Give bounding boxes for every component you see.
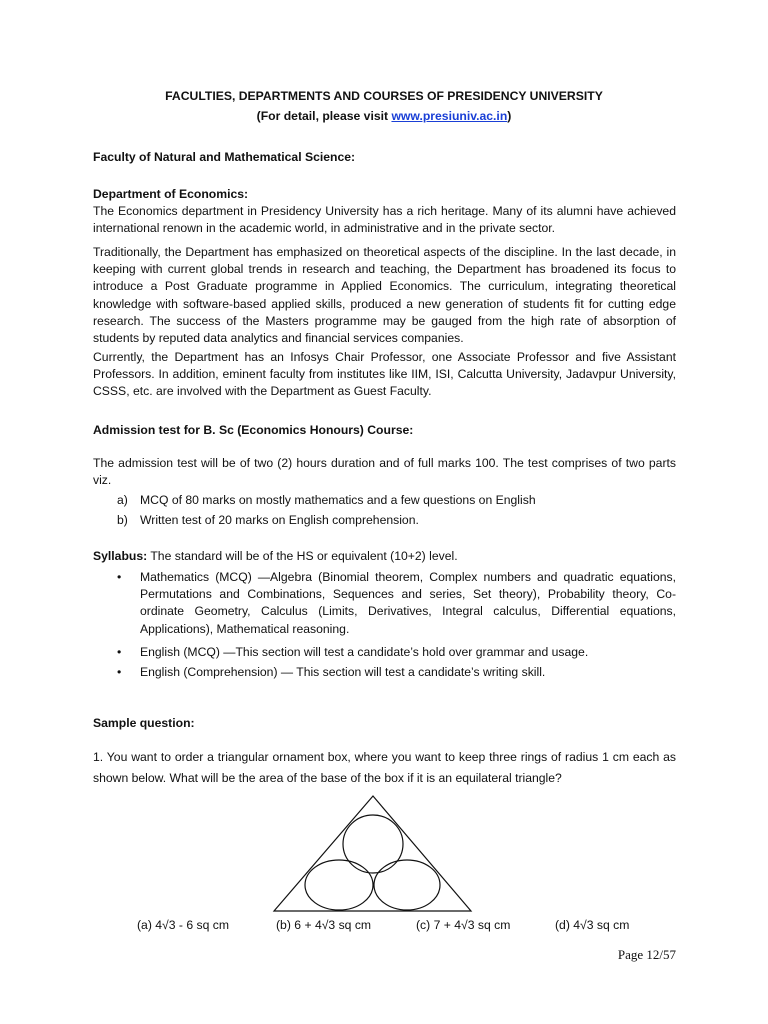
admission-intro: The admission test will be of two (2) hours duration and of full marks 100. The test comprises of two parts viz. xyxy=(93,456,676,488)
sample-question-text: 1. You want to order a triangular ornament box, where you want to keep three rings of radius 1 cm each as shown below. What will be the area of the base of the box if it is an equilateral triangle? xyxy=(93,750,676,785)
syllabus-label: Syllabus: xyxy=(93,549,148,563)
equilateral-triangle xyxy=(274,796,471,911)
admission-heading: Admission test for B. Sc (Economics Honours) Course: xyxy=(93,423,414,437)
part-b-marker: b) xyxy=(117,513,128,527)
syllabus-text: The standard will be of the HS or equivalent (10+2) level. xyxy=(147,549,458,563)
syllabus-item-english-mcq: English (MCQ) —This section will test a candidate’s hold over grammar and usage. xyxy=(140,645,589,659)
part-b-text: Written test of 20 marks on English comprehension. xyxy=(140,513,419,527)
detail-line xyxy=(0,108,768,125)
ring-top xyxy=(343,815,403,873)
triangle-rings-figure xyxy=(272,794,476,914)
bullet-3: • xyxy=(117,665,122,679)
department-heading: Department of Economics: xyxy=(93,187,249,201)
sample-heading: Sample question: xyxy=(93,716,195,730)
option-d: (d) 4√3 sq cm xyxy=(555,918,630,932)
document-title: FACULTIES, DEPARTMENTS AND COURSES OF PRESIDENCY UNIVERSITY xyxy=(165,89,603,103)
department-paragraph-1: The Economics department in Presidency University has a rich heritage. Many of its alumni have achieved international renown in the academic world, in administrative and in the private sector. xyxy=(93,204,676,236)
part-a-marker: a) xyxy=(117,493,128,507)
bullet-2: • xyxy=(117,645,122,659)
syllabus-item-english-comprehension: English (Comprehension) — This section will test a candidate’s writing skill. xyxy=(140,665,546,679)
detail-prefix: (For detail, please visit xyxy=(256,109,392,123)
page-number: Page 12/57 xyxy=(617,947,676,962)
university-website-link[interactable]: www.presiuniv.ac.in xyxy=(391,109,508,123)
department-paragraph-2: Traditionally, the Department has emphasized on theoretical aspects of the discipline. In the last decade, in keeping with current global trends in research and teaching, the Department has broadened its focus to introduce a Post Graduate programme in Applied Economics. The curriculum, integrating theoretical knowledge with software-based applied skills, produced a new generation of students fit for cutting edge research. The success of the Masters programme may be gauged from the high rate of absorption of students by reputed data analytics and financial services companies. xyxy=(93,245,676,346)
syllabus-line xyxy=(93,548,458,565)
option-a: (a) 4√3 - 6 sq cm xyxy=(137,918,230,932)
detail-suffix: ) xyxy=(507,109,512,123)
option-c: (c) 7 + 4√3 sq cm xyxy=(416,918,511,932)
part-a-text: MCQ of 80 marks on mostly mathematics and a few questions on English xyxy=(140,493,536,507)
department-paragraph-3: Currently, the Department has an Infosys Chair Professor, one Associate Professor and five Assistant Professors. In addition, eminent faculty from institutes like IIM, ISI, Calcutta University, Jadavpur University, CSSS, etc. are involved with the Department as Guest Faculty. xyxy=(93,350,676,399)
faculty-heading: Faculty of Natural and Mathematical Science: xyxy=(93,150,356,164)
syllabus-item-mathematics: Mathematics (MCQ) —Algebra (Binomial theorem, Complex numbers and quadratic equations, Permutations and Combinations, Sequences and series, Set theory), Probability theory, Co-ordinate Geometry, Calculus (Limits, Derivatives, Integral calculus, Differential equations, Applications), Mathematical reasoning. xyxy=(140,570,676,636)
option-b: (b) 6 + 4√3 sq cm xyxy=(276,918,372,932)
ring-bottom-left xyxy=(305,860,373,910)
bullet-1: • xyxy=(117,570,122,584)
ring-bottom-right xyxy=(374,860,440,910)
